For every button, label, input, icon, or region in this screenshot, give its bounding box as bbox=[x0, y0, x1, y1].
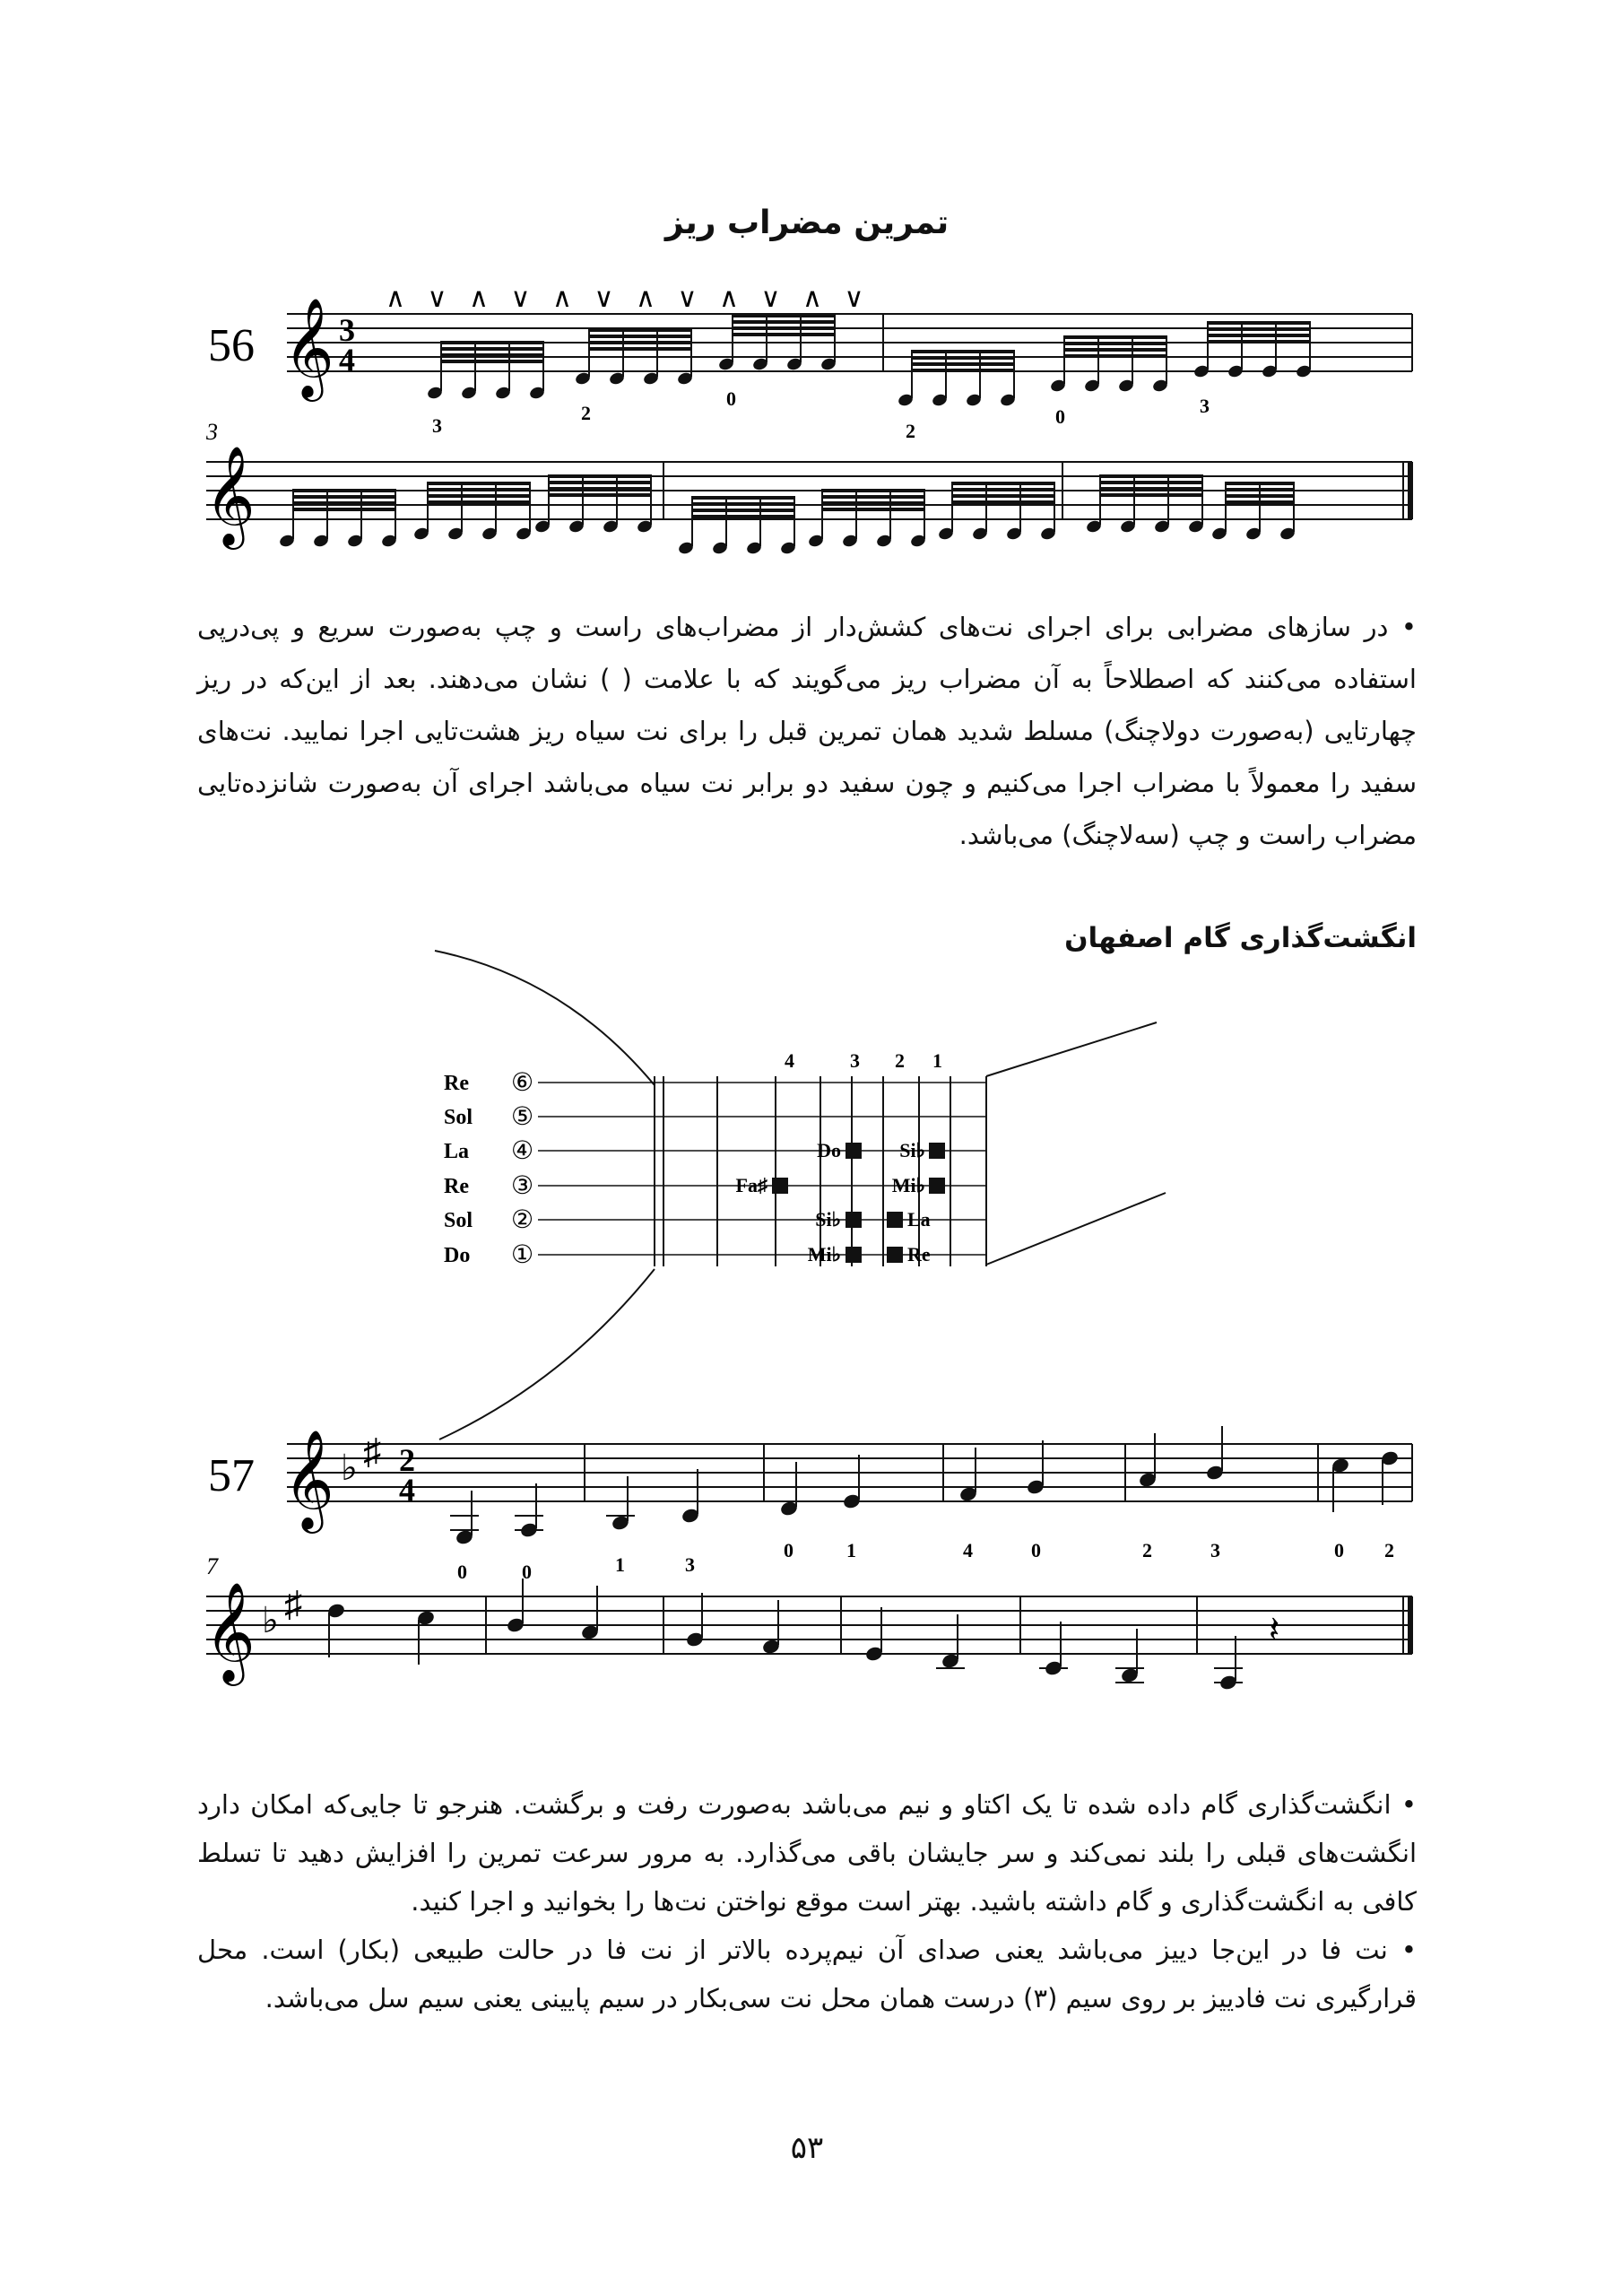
beam bbox=[428, 500, 530, 504]
finger-position-marker bbox=[772, 1178, 788, 1194]
beam bbox=[1226, 482, 1294, 485]
string-name: Sol bbox=[444, 1209, 473, 1232]
string-number: ② bbox=[511, 1206, 534, 1234]
fingering-number: 0 bbox=[457, 1561, 467, 1583]
stroke-mark: ∧ bbox=[469, 283, 489, 313]
beam bbox=[733, 320, 835, 324]
neck-edge-bottom bbox=[986, 1193, 1166, 1265]
page-title: تمرین مضراب ریز bbox=[664, 204, 950, 241]
page-number: ۵۳ bbox=[790, 2130, 824, 2166]
finger-numbers bbox=[785, 1049, 942, 1072]
fingering-number: 3 bbox=[1200, 395, 1210, 417]
beam bbox=[912, 362, 1014, 366]
string-number: ④ bbox=[511, 1137, 534, 1165]
fingering-number: 0 bbox=[1334, 1539, 1344, 1561]
beam bbox=[952, 488, 1054, 491]
beam bbox=[912, 356, 1014, 360]
beam bbox=[441, 347, 543, 351]
beam bbox=[1100, 487, 1202, 491]
beam bbox=[441, 353, 543, 357]
finger-position-marker bbox=[929, 1178, 945, 1194]
key-signature-sharp: ♯ bbox=[363, 1431, 381, 1472]
fretboard-notes bbox=[736, 1139, 945, 1265]
beam bbox=[1208, 340, 1310, 344]
beam bbox=[293, 495, 395, 499]
beam bbox=[912, 350, 1014, 353]
string-name: Re bbox=[444, 1072, 469, 1095]
treble-clef-2: 𝄞 bbox=[204, 1584, 256, 1680]
beam bbox=[428, 482, 530, 485]
notes-system-2 bbox=[326, 1578, 1243, 1692]
stroke-marks bbox=[386, 283, 863, 313]
treble-clef: 𝄞 bbox=[283, 300, 334, 396]
beam bbox=[549, 493, 651, 497]
fingering-numbers bbox=[432, 387, 1210, 442]
beam bbox=[1208, 321, 1310, 325]
time-signature-top: 3 bbox=[339, 312, 355, 348]
instrument-outline-top bbox=[435, 951, 655, 1085]
quarter-rest: 𝄽 bbox=[1269, 1609, 1280, 1649]
stroke-mark: ∧ bbox=[386, 283, 405, 313]
beam bbox=[1226, 494, 1294, 498]
string-number: ⑥ bbox=[511, 1069, 534, 1097]
string-name: Sol bbox=[444, 1106, 473, 1129]
note-label: Fa♯ bbox=[735, 1174, 767, 1196]
stroke-mark: ∧ bbox=[719, 283, 739, 313]
beam bbox=[733, 326, 835, 330]
beam bbox=[1100, 474, 1202, 478]
beam bbox=[952, 494, 1054, 498]
neck-edge-top bbox=[986, 1022, 1157, 1076]
beam bbox=[589, 341, 691, 344]
fingering-number: 0 bbox=[726, 387, 736, 410]
tremolo-notes-system-2 bbox=[278, 474, 1296, 555]
fingering-number: 3 bbox=[1210, 1539, 1220, 1561]
beam bbox=[293, 501, 395, 505]
fretboard-diagram bbox=[421, 942, 1210, 1444]
finger-number: 1 bbox=[932, 1049, 942, 1072]
beam bbox=[1100, 493, 1202, 497]
beam bbox=[733, 314, 835, 317]
exercise-57-notation bbox=[197, 1426, 1435, 1731]
beam bbox=[441, 341, 543, 344]
beam bbox=[1064, 342, 1166, 345]
note-label: Si♭ bbox=[815, 1208, 841, 1231]
key-signature-flat: ♭ bbox=[341, 1448, 358, 1488]
time-signature-bottom: 4 bbox=[339, 342, 355, 378]
note-label: Si♭ bbox=[899, 1139, 925, 1161]
note-label: Mi♭ bbox=[891, 1174, 925, 1196]
beam bbox=[952, 482, 1054, 485]
beam bbox=[589, 328, 691, 332]
finger-position-marker bbox=[846, 1247, 862, 1263]
beam bbox=[822, 489, 924, 492]
finger-position-marker bbox=[929, 1143, 945, 1159]
fingering-number: 0 bbox=[1031, 1539, 1041, 1561]
beam bbox=[692, 509, 794, 512]
beam bbox=[952, 500, 1054, 504]
stroke-mark: ∨ bbox=[594, 283, 614, 313]
finger-position-marker bbox=[887, 1212, 903, 1228]
string-lines bbox=[444, 1069, 986, 1269]
note-label: Do bbox=[817, 1139, 841, 1161]
beam bbox=[428, 488, 530, 491]
beam bbox=[1064, 335, 1166, 339]
beam bbox=[822, 495, 924, 499]
beam bbox=[441, 360, 543, 363]
fingering-number: 4 bbox=[963, 1539, 973, 1561]
paragraph-tremolo: • در سازهای مضرابی برای اجرای نت‌های کشش‌دار از مضراب‌های راست و چپ به‌صورت سریع و پی‌درپی استفاده می‌کنند که اصطلاحاً به آن مضراب ریز می‌گویند که با علامت ( ) نشان می‌دهند. بعد از این‌که در ریز چهارتایی (به‌صورت دولاچنگ) مسلط شدید همان تمرین قبل را برای نت سیاه ریز هشت‌تایی اجرا نمایید. نت‌های سفید را معمولاً با مضراب اجرا می‌کنیم و چون سفید دو برابر نت سیاه می‌باشد اجرای آن به‌صورت شانزده‌تایی مضراب راست و چپ (سه‌لاچنگ) می‌باشد. bbox=[197, 612, 1417, 850]
fingering-number: 2 bbox=[1384, 1539, 1394, 1561]
stroke-mark: ∨ bbox=[844, 283, 864, 313]
fingering-number: 0 bbox=[784, 1539, 793, 1561]
beam bbox=[589, 335, 691, 338]
beam bbox=[1226, 500, 1294, 504]
beam bbox=[549, 474, 651, 478]
section-title-fingering: انگشت‌گذاری گام اصفهان bbox=[1064, 922, 1417, 954]
beam bbox=[912, 369, 1014, 372]
fingering-number: 3 bbox=[432, 414, 442, 437]
fingering-numbers bbox=[457, 1539, 1394, 1583]
string-number: ③ bbox=[511, 1172, 534, 1200]
string-number: ① bbox=[511, 1241, 534, 1269]
note-label: Re bbox=[907, 1243, 931, 1265]
stroke-mark: ∨ bbox=[427, 283, 447, 313]
treble-clef: 𝄞 bbox=[283, 1431, 334, 1527]
stroke-mark: ∧ bbox=[636, 283, 655, 313]
measure-number: 7 bbox=[206, 1553, 218, 1579]
finger-position-marker bbox=[846, 1143, 862, 1159]
measure-number: 3 bbox=[206, 419, 218, 445]
finger-number: 3 bbox=[850, 1049, 860, 1072]
beam bbox=[692, 496, 794, 500]
fingering-number: 1 bbox=[615, 1553, 625, 1576]
key-signature-flat-2: ♭ bbox=[262, 1600, 279, 1640]
staff-lines bbox=[287, 1444, 1412, 1501]
treble-clef-2: 𝄞 bbox=[204, 448, 256, 544]
fingering-number: 2 bbox=[906, 420, 915, 442]
exercise-56-notation bbox=[197, 269, 1435, 592]
finger-position-marker bbox=[887, 1247, 903, 1263]
finger-position-marker bbox=[846, 1212, 862, 1228]
beam bbox=[692, 502, 794, 506]
stroke-mark: ∧ bbox=[552, 283, 572, 313]
string-name: Re bbox=[444, 1175, 469, 1198]
beam bbox=[549, 487, 651, 491]
note-label: La bbox=[907, 1208, 931, 1231]
key-signature-sharp-2: ♯ bbox=[284, 1584, 302, 1624]
finger-number: 2 bbox=[895, 1049, 905, 1072]
beam bbox=[822, 501, 924, 505]
string-name: La bbox=[444, 1140, 470, 1163]
beam bbox=[549, 481, 651, 484]
beam bbox=[733, 333, 835, 336]
exercise-number: 56 bbox=[208, 320, 255, 371]
stroke-mark: ∨ bbox=[510, 283, 531, 313]
stroke-mark: ∨ bbox=[677, 283, 698, 313]
stroke-mark: ∧ bbox=[802, 283, 822, 313]
fingering-number: 2 bbox=[581, 402, 591, 424]
staff-lines-2 bbox=[206, 1596, 1412, 1654]
beam bbox=[1100, 481, 1202, 484]
time-signature-bottom: 4 bbox=[399, 1472, 415, 1508]
fingering-number: 3 bbox=[685, 1553, 695, 1576]
time-signature-top: 2 bbox=[399, 1442, 415, 1478]
fingering-number: 2 bbox=[1142, 1539, 1152, 1561]
beam bbox=[1208, 327, 1310, 331]
note-label: Mi♭ bbox=[807, 1243, 841, 1265]
stroke-mark: ∨ bbox=[760, 283, 781, 313]
fingering-number: 0 bbox=[1055, 405, 1065, 428]
beam bbox=[293, 508, 395, 511]
string-name: Do bbox=[444, 1244, 471, 1267]
beam bbox=[1064, 348, 1166, 352]
beam bbox=[589, 347, 691, 351]
beam bbox=[1064, 354, 1166, 358]
beam bbox=[692, 515, 794, 518]
fret-lines bbox=[655, 1076, 986, 1266]
beam bbox=[293, 489, 395, 492]
paragraph-fingering: • انگشت‌گذاری گام داده شده تا یک اکتاو و نیم می‌باشد به‌صورت رفت و برگشت. هنرجو تا جایی‌که امکان دارد انگشت‌های قبلی را بلند نمی‌کند و سر جایشان باقی می‌گذارد. به مرور سرعت تمرین را افزایش دهید تا تسلط کافی به انگشت‌گذاری و گام داشته باشید. بهتر است موقع نواختن نت‌ها را بخوانید و اجرا کنید. • نت فا در این‌جا دییز می‌باشد یعنی صدای آن نیم‌پرده بالاتر از نت فا در حالت طبیعی (بکار) است. محل قرارگیری نت فادییز بر روی سیم (۳) درست همان محل نت سی‌بکار در سیم پایینی یعنی سیم سل می‌باشد. bbox=[197, 1789, 1417, 2013]
beam bbox=[822, 508, 924, 511]
fingering-number: 1 bbox=[846, 1539, 856, 1561]
string-number: ⑤ bbox=[511, 1103, 534, 1131]
fingering-number: 0 bbox=[522, 1561, 532, 1583]
finger-number: 4 bbox=[785, 1049, 794, 1072]
exercise-number: 57 bbox=[208, 1450, 255, 1501]
beam bbox=[1226, 488, 1294, 491]
beam bbox=[428, 494, 530, 498]
beam bbox=[1208, 334, 1310, 337]
instrument-outline-bottom bbox=[439, 1269, 655, 1439]
